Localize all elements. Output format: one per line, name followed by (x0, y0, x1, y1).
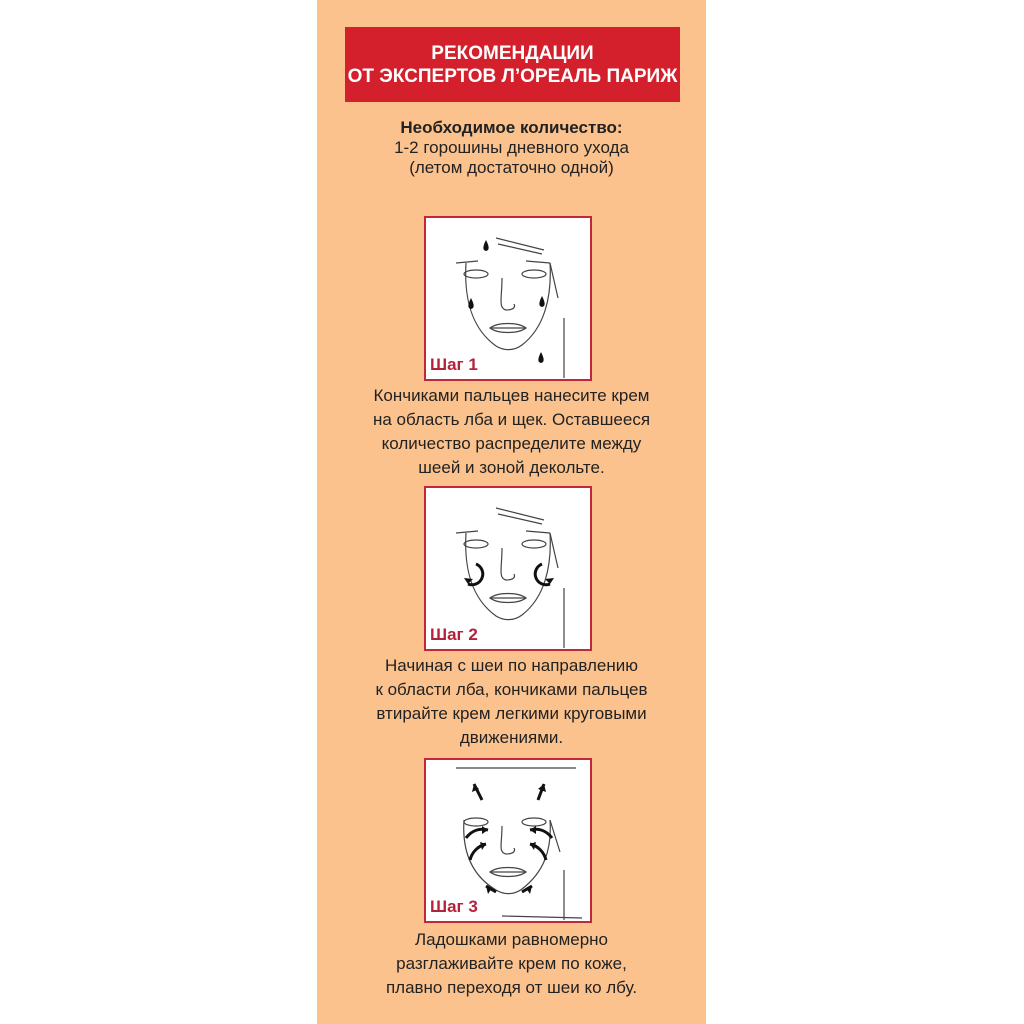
step-2-line: Начиная с шеи по направлению (384, 656, 638, 675)
step-3-description (317, 928, 706, 1000)
step-3-label: Шаг 3 (430, 897, 478, 916)
step-1-line: Кончиками пальцев нанесите крем (373, 386, 650, 405)
step-3-line: Ладошками равномерно (414, 930, 609, 949)
step-2-line: движениями. (459, 728, 564, 747)
step-3-illustration (424, 758, 592, 923)
header-line-2: ОТ ЭКСПЕРТОВ Л’ОРЕАЛЬ ПАРИЖ (347, 65, 678, 87)
header-banner (345, 27, 680, 102)
amount-line-1: 1-2 горошины дневного ухода (394, 138, 629, 157)
amount-block (317, 118, 706, 178)
step-2-illustration (424, 486, 592, 651)
step-3-line: плавно переходя от шеи ко лбу. (385, 978, 638, 997)
step-1-description (317, 384, 706, 480)
amount-line-2: (летом достаточно одной) (409, 158, 614, 177)
step-1-illustration (424, 216, 592, 381)
step-1-line: на область лба и щек. Оставшееся (372, 410, 651, 429)
step-2-line: к области лба, кончиками пальцев (375, 680, 648, 699)
step-1-line: количество распределите между (381, 434, 642, 453)
step-2-label: Шаг 2 (430, 625, 478, 644)
header-line-1: РЕКОМЕНДАЦИИ (431, 42, 594, 64)
step-1-label: Шаг 1 (430, 355, 478, 374)
step-2-description (317, 654, 706, 750)
step-2-line: втирайте крем легкими круговыми (376, 704, 647, 723)
amount-title: Необходимое количество: (400, 118, 623, 137)
step-3-line: разглаживайте крем по коже, (396, 954, 627, 973)
step-1-line: шеей и зоной декольте. (418, 458, 605, 477)
